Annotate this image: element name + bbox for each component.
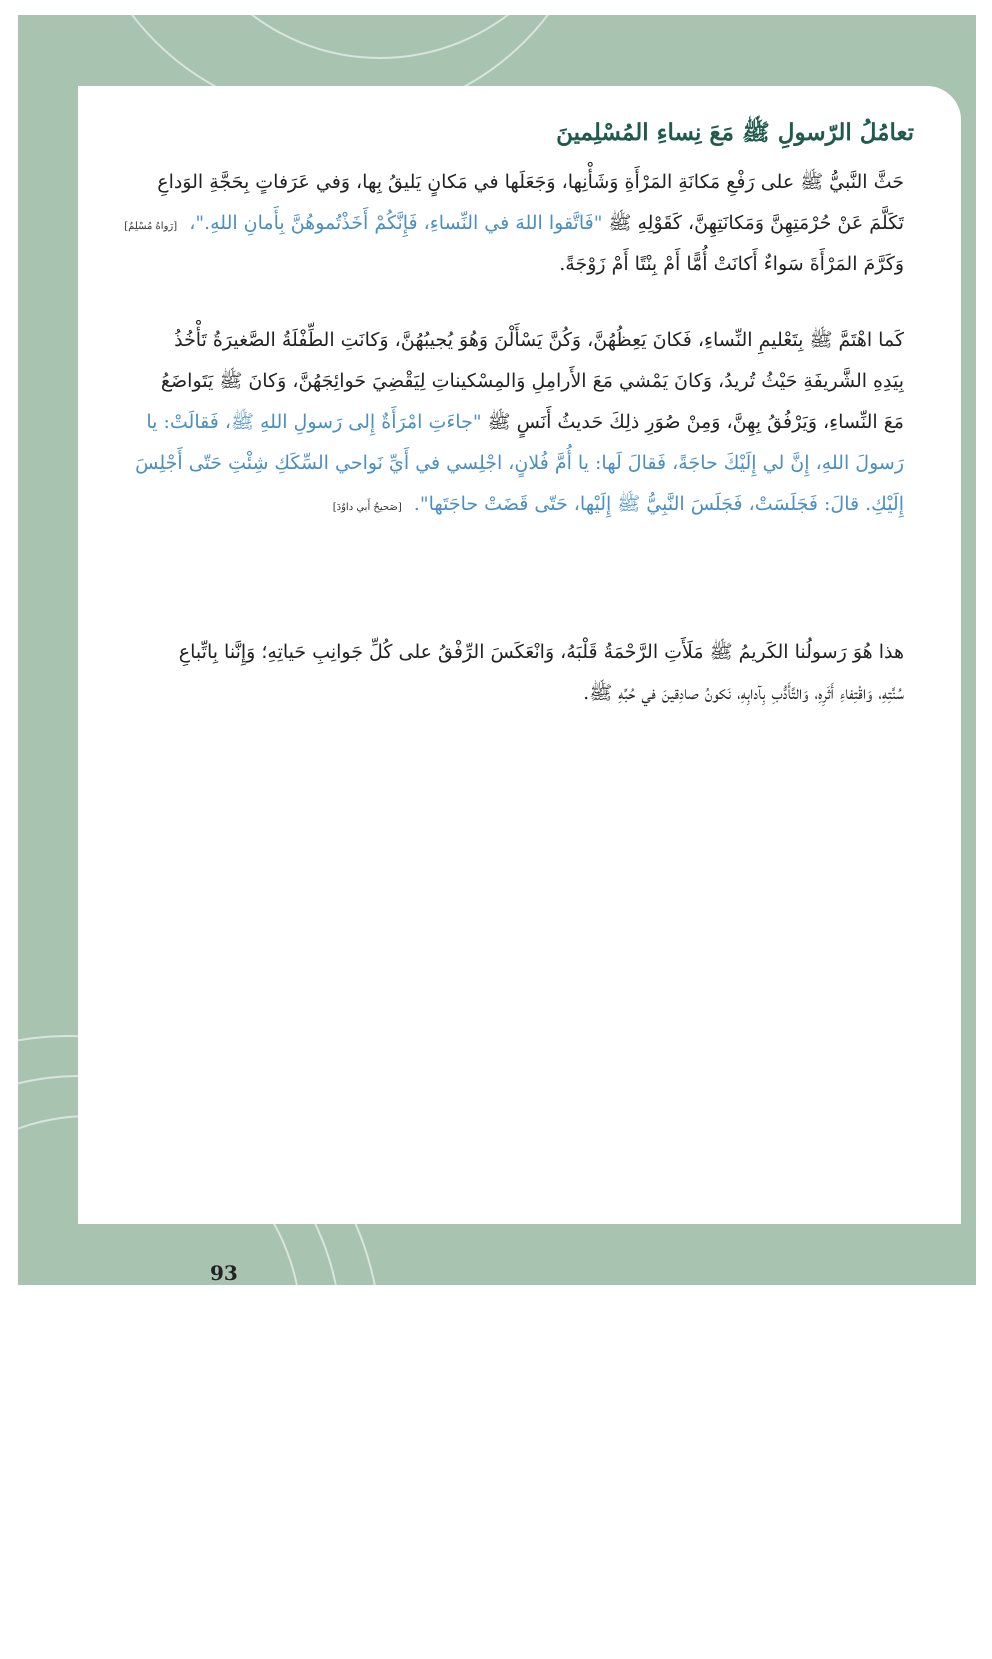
hadith-quote: "جاءَتِ امْرَأَةٌ إِلى رَسولِ اللهِ ﷺ، فَقالَتْ: يا (146, 411, 482, 433)
text-span: مَعَ النِّساءِ، وَيَرْفُقُ بِهِنَّ، وَمِنْ صُوَرِ ذلِكَ حَديثُ أَنَسٍ ﷺ (487, 411, 904, 433)
text-line: وَكَرَّمَ المَرْأَةَ سَواءٌ أَكانَتْ أُمًّا أَمْ بِنْتًا أَمْ زَوْجَةً. (559, 253, 904, 275)
text-span: تَكَلَّمَ عَنْ حُرْمَتِهِنَّ وَمَكانَتِهِنَّ، كَقَوْلِهِ ﷺ (602, 212, 904, 234)
text-line: حَثَّ النَّبيُّ ﷺ على رَفْعِ مَكانَةِ المَرْأَةِ وَشَأْنِها، وَجَعَلَها في مَكانٍ يَليقُ بِها، وَفي عَرَفاتٍ بِحَجَّةِ الوَداعِ (157, 171, 904, 193)
hadith-source: [صَحيحُ أَبي داوُدَ] (332, 502, 402, 513)
text-line (104, 203, 904, 244)
hadith-line: رَسولَ اللهِ، إِنَّ لي إِلَيْكَ حاجَةً، فَقالَ لَها: يا أُمَّ فُلانٍ، اجْلِسي في أَيِّ نَواحي السِّكَكِ شِئْتِ حَتّى أَجْلِسَ (135, 452, 904, 474)
text-line: هذا هُوَ رَسولُنا الكَريمُ ﷺ مَلَأَتِ الرَّحْمَةُ قَلْبَهُ، وَانْعَكَسَ الرِّفْقُ على كُلِّ جَوانِبِ حَياتِهِ؛ وَإِنَّنا بِاتِّباعِ (178, 641, 904, 663)
hadith-quote: "فَاتَّقوا اللهَ في النِّساءِ، فَإِنَّكُمْ أَخَذْتُموهُنَّ بِأَمانِ اللهِ."، (189, 212, 603, 234)
paragraph-conclusion (104, 632, 904, 714)
paragraph-respect (104, 162, 904, 285)
hadith-source: [رَواهُ مُسْلِمٌ] (124, 221, 178, 232)
text-line: كَما اهْتَمَّ ﷺ بِتَعْليمِ النِّساءِ، فَكانَ يَعِظُهُنَّ، وَكُنَّ يَسْأَلْنَ وَهُوَ يُجيبُهُنَّ، وَكانَتِ الطِّفْلَةُ الصَّغيرَةُ تَأْخُذُ (174, 329, 904, 351)
text-line (104, 402, 904, 443)
hadith-quote: إِلَيْكِ. قالَ: فَجَلَسَتْ، فَجَلَسَ النَّبِيُّ ﷺ إِلَيْها، حَتّى قَضَتْ حاجَتَها". (413, 493, 904, 515)
page-number: 93 (210, 1261, 238, 1285)
lesson-title: تعامُلُ الرّسولِ ﷺ مَعَ نِساءِ المُسْلِمينَ (556, 119, 914, 146)
text-line (104, 484, 904, 525)
text-line: بِيَدِهِ الشَّريفَةِ حَيْثُ تُريدُ، وَكانَ يَمْشي مَعَ الأَرامِلِ وَالمِسْكيناتِ لِيَقْضِيَ حَوائِجَهُنَّ، وَكانَ ﷺ يَتَواضَعُ (160, 370, 904, 392)
paragraph-teaching (104, 320, 904, 525)
text-line: سُنَّتِهِ، وَاقْتِفاءِ أَثَرِهِ، وَالتَّأَدُّبِ بِآدابِهِ، نَكونُ صادِقينَ في حُبِّهِ ﷺ. (583, 682, 904, 704)
